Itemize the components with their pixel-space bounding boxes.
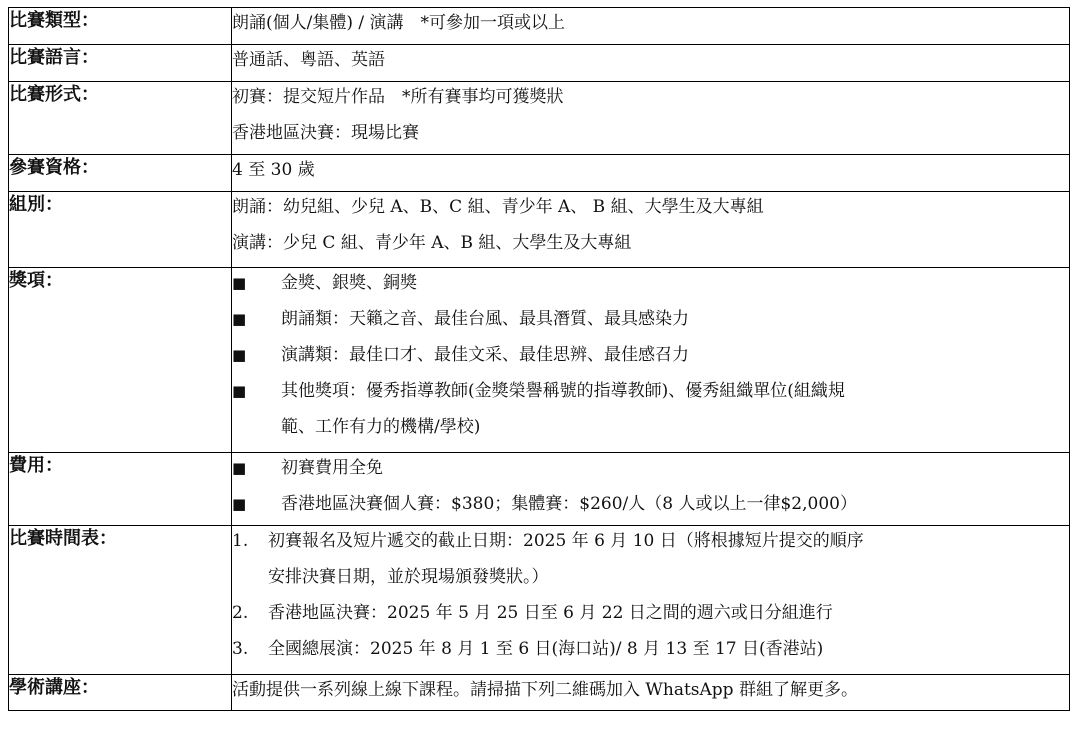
list-item: [232, 340, 1069, 376]
value-format-2: 香港地區決賽：現場比賽: [232, 123, 419, 143]
label-language: 比賽語言：: [9, 45, 232, 82]
value-groups-speech: 演講：少兒 C 組、青少年 A、B 組、大學生及大專組: [232, 233, 632, 253]
list-item: [232, 453, 1069, 489]
label-format: 比賽形式：: [9, 82, 232, 155]
bullet-icon: ■: [232, 495, 247, 513]
row-awards: [9, 268, 1070, 453]
list-item: [232, 268, 1069, 304]
list-item: [232, 598, 1069, 634]
row-type: [9, 8, 1070, 45]
value-seminar: 活動提供一系列線上線下課程。請掃描下列二維碼加入 WhatsApp 群組了解更多。: [232, 680, 858, 700]
schedule-item-1-line-1: 初賽報名及短片遞交的截止日期：2025 年 6 月 10 日（將根據短片提交的順序: [268, 531, 864, 551]
award-item-speech: 演講類：最佳口才、最佳文采、最佳思辨、最佳感召力: [281, 345, 689, 365]
label-eligibility: 參賽資格：: [9, 155, 232, 192]
value-eligibility: 4 至 30 歲: [232, 160, 315, 180]
schedule-number: 2.: [232, 603, 249, 623]
value-groups-recitation: 朗誦：幼兒組、少兒 A、B、C 組、青少年 A、 B 組、大學生及大專組: [232, 197, 764, 217]
bullet-icon: ■: [232, 310, 247, 328]
list-item: [232, 489, 1069, 525]
label-fees: 費用：: [9, 453, 232, 526]
list-item: [232, 304, 1069, 340]
label-awards: 獎項：: [9, 268, 232, 453]
row-eligibility: [9, 155, 1070, 192]
row-fees: [9, 453, 1070, 526]
schedule-number: 3.: [232, 639, 249, 659]
label-groups: 組別：: [9, 192, 232, 268]
list-item: [232, 376, 1069, 442]
label-type: 比賽類型：: [9, 8, 232, 45]
fee-item-prelim: 初賽費用全免: [281, 458, 383, 478]
value-type: 朗誦(個人/集體) / 演講 *可參加一項或以上: [232, 13, 566, 33]
schedule-item-1-line-2: 安排決賽日期，並於現場頒發獎狀。）: [268, 567, 549, 587]
bullet-icon: ■: [232, 382, 247, 400]
award-item-recitation: 朗誦類：天籟之音、最佳台風、最具潛質、最具感染力: [281, 309, 689, 329]
label-seminar: 學術講座：: [9, 675, 232, 711]
bullet-icon: ■: [232, 459, 247, 477]
list-item: [232, 634, 1069, 664]
bullet-icon: ■: [232, 346, 247, 364]
row-format: [9, 82, 1070, 155]
award-item-medals: 金獎、銀獎、銅獎: [281, 273, 417, 293]
list-item: [232, 526, 1069, 598]
award-item-other-2: 範、工作有力的機構/學校): [281, 417, 481, 437]
schedule-item-3: 全國總展演：2025 年 8 月 1 至 6 日(海口站)/ 8 月 13 至 17 日(香港站): [268, 639, 824, 659]
row-groups: [9, 192, 1070, 268]
schedule-item-2: 香港地區決賽：2025 年 5 月 25 日至 6 月 22 日之間的週六或日分組進行: [268, 603, 833, 623]
info-table: [8, 7, 1070, 711]
label-schedule: 比賽時間表：: [9, 526, 232, 675]
row-language: [9, 45, 1070, 82]
row-schedule: [9, 526, 1070, 675]
schedule-number: 1.: [232, 531, 249, 551]
row-seminar: [9, 675, 1070, 711]
value-format-1: 初賽：提交短片作品 *所有賽事均可獲獎狀: [232, 87, 564, 107]
value-language: 普通話、粵語、英語: [232, 50, 385, 70]
award-item-other-1: 其他獎項：優秀指導教師(金獎榮譽稱號的指導教師)、優秀組織單位(組織規: [281, 381, 845, 401]
fee-item-final: 香港地區決賽個人賽：$380；集體賽：$260/人（8 人或以上一律$2,000）: [281, 494, 857, 514]
bullet-icon: ■: [232, 274, 247, 292]
